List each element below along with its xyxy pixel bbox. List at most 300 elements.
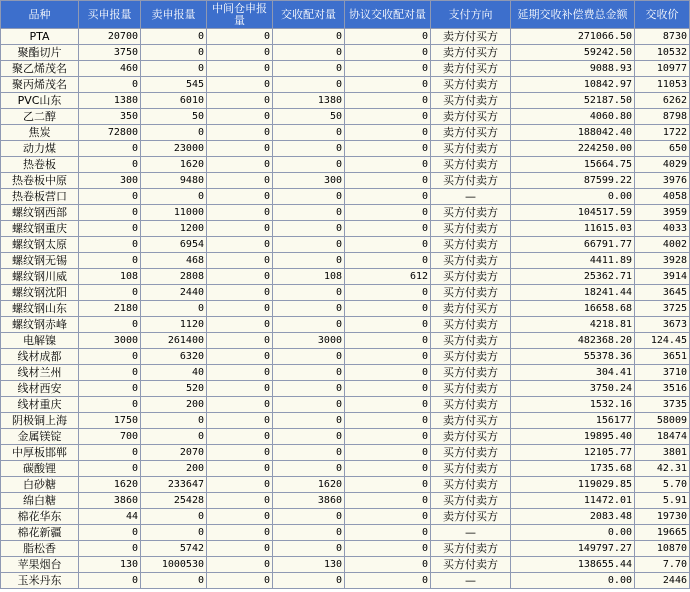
cell-agreement-matched-qty: 0 bbox=[345, 461, 431, 477]
cell-product: 脂松香 bbox=[1, 541, 79, 557]
cell-buy-qty: 0 bbox=[79, 525, 141, 541]
cell-payment-direction: 卖方付买方 bbox=[431, 509, 511, 525]
cell-matched-qty: 0 bbox=[273, 205, 345, 221]
cell-settlement-price: 4029 bbox=[635, 157, 690, 173]
cell-agreement-matched-qty: 0 bbox=[345, 285, 431, 301]
cell-intermediate-qty: 0 bbox=[207, 557, 273, 573]
cell-product: 金属镁锭 bbox=[1, 429, 79, 445]
cell-buy-qty: 0 bbox=[79, 189, 141, 205]
cell-buy-qty: 0 bbox=[79, 365, 141, 381]
cell-agreement-matched-qty: 0 bbox=[345, 173, 431, 189]
table-row bbox=[1, 477, 690, 493]
cell-matched-qty: 3000 bbox=[273, 333, 345, 349]
table-row bbox=[1, 365, 690, 381]
cell-payment-direction: — bbox=[431, 525, 511, 541]
cell-payment-direction: 买方付卖方 bbox=[431, 205, 511, 221]
table-row bbox=[1, 173, 690, 189]
header-agreement-matched-qty: 协议交收配对量 bbox=[345, 1, 431, 29]
cell-sell-qty: 468 bbox=[141, 253, 207, 269]
cell-buy-qty: 0 bbox=[79, 573, 141, 589]
cell-matched-qty: 0 bbox=[273, 189, 345, 205]
cell-sell-qty: 1200 bbox=[141, 221, 207, 237]
cell-payment-direction: 买方付卖方 bbox=[431, 317, 511, 333]
cell-matched-qty: 0 bbox=[273, 573, 345, 589]
cell-settlement-price: 58009 bbox=[635, 413, 690, 429]
cell-buy-qty: 2180 bbox=[79, 301, 141, 317]
cell-agreement-matched-qty: 0 bbox=[345, 125, 431, 141]
cell-buy-qty: 0 bbox=[79, 205, 141, 221]
table-row bbox=[1, 205, 690, 221]
table-row bbox=[1, 317, 690, 333]
cell-payment-direction: 买方付卖方 bbox=[431, 397, 511, 413]
table-row bbox=[1, 445, 690, 461]
cell-payment-direction: 卖方付买方 bbox=[431, 109, 511, 125]
cell-compensation-total: 16658.68 bbox=[511, 301, 635, 317]
cell-product: 线材兰州 bbox=[1, 365, 79, 381]
cell-payment-direction: 买方付卖方 bbox=[431, 157, 511, 173]
cell-intermediate-qty: 0 bbox=[207, 509, 273, 525]
cell-product: 螺纹钢太原 bbox=[1, 237, 79, 253]
table-row bbox=[1, 525, 690, 541]
cell-agreement-matched-qty: 0 bbox=[345, 365, 431, 381]
cell-agreement-matched-qty: 0 bbox=[345, 205, 431, 221]
cell-sell-qty: 6954 bbox=[141, 237, 207, 253]
cell-matched-qty: 0 bbox=[273, 45, 345, 61]
table-row bbox=[1, 429, 690, 445]
cell-sell-qty: 233647 bbox=[141, 477, 207, 493]
cell-payment-direction: 买方付卖方 bbox=[431, 285, 511, 301]
cell-sell-qty: 0 bbox=[141, 29, 207, 45]
cell-matched-qty: 0 bbox=[273, 525, 345, 541]
cell-sell-qty: 0 bbox=[141, 61, 207, 77]
cell-matched-qty: 0 bbox=[273, 429, 345, 445]
cell-buy-qty: 1620 bbox=[79, 477, 141, 493]
table-row bbox=[1, 253, 690, 269]
cell-sell-qty: 0 bbox=[141, 125, 207, 141]
cell-intermediate-qty: 0 bbox=[207, 173, 273, 189]
cell-matched-qty: 108 bbox=[273, 269, 345, 285]
header-compensation-total: 延期交收补偿费总金额 bbox=[511, 1, 635, 29]
table-row bbox=[1, 349, 690, 365]
cell-settlement-price: 124.45 bbox=[635, 333, 690, 349]
cell-product: 聚酯切片 bbox=[1, 45, 79, 61]
table-row bbox=[1, 29, 690, 45]
cell-product: 热卷板中原 bbox=[1, 173, 79, 189]
cell-sell-qty: 9480 bbox=[141, 173, 207, 189]
cell-payment-direction: 买方付卖方 bbox=[431, 493, 511, 509]
cell-matched-qty: 0 bbox=[273, 365, 345, 381]
cell-agreement-matched-qty: 0 bbox=[345, 109, 431, 125]
cell-product: 玉米丹东 bbox=[1, 573, 79, 589]
table-row bbox=[1, 93, 690, 109]
cell-buy-qty: 300 bbox=[79, 173, 141, 189]
table-row bbox=[1, 397, 690, 413]
cell-agreement-matched-qty: 0 bbox=[345, 349, 431, 365]
cell-settlement-price: 3710 bbox=[635, 365, 690, 381]
cell-sell-qty: 2808 bbox=[141, 269, 207, 285]
cell-payment-direction: 买方付卖方 bbox=[431, 333, 511, 349]
cell-compensation-total: 87599.22 bbox=[511, 173, 635, 189]
table-row bbox=[1, 381, 690, 397]
cell-compensation-total: 18241.44 bbox=[511, 285, 635, 301]
cell-matched-qty: 0 bbox=[273, 301, 345, 317]
cell-buy-qty: 0 bbox=[79, 397, 141, 413]
cell-settlement-price: 11053 bbox=[635, 77, 690, 93]
cell-buy-qty: 0 bbox=[79, 349, 141, 365]
cell-compensation-total: 59242.50 bbox=[511, 45, 635, 61]
table-row bbox=[1, 285, 690, 301]
cell-matched-qty: 0 bbox=[273, 461, 345, 477]
cell-buy-qty: 3860 bbox=[79, 493, 141, 509]
cell-agreement-matched-qty: 0 bbox=[345, 381, 431, 397]
cell-buy-qty: 130 bbox=[79, 557, 141, 573]
cell-intermediate-qty: 0 bbox=[207, 253, 273, 269]
cell-matched-qty: 0 bbox=[273, 141, 345, 157]
cell-matched-qty: 0 bbox=[273, 445, 345, 461]
cell-matched-qty: 0 bbox=[273, 413, 345, 429]
cell-agreement-matched-qty: 0 bbox=[345, 509, 431, 525]
cell-payment-direction: 卖方付买方 bbox=[431, 45, 511, 61]
cell-intermediate-qty: 0 bbox=[207, 493, 273, 509]
cell-product: 乙二醇 bbox=[1, 109, 79, 125]
cell-product: 热卷板 bbox=[1, 157, 79, 173]
cell-agreement-matched-qty: 0 bbox=[345, 93, 431, 109]
cell-settlement-price: 2446 bbox=[635, 573, 690, 589]
cell-settlement-price: 8798 bbox=[635, 109, 690, 125]
cell-intermediate-qty: 0 bbox=[207, 413, 273, 429]
cell-product: 绵白糖 bbox=[1, 493, 79, 509]
cell-matched-qty: 0 bbox=[273, 253, 345, 269]
cell-buy-qty: 3000 bbox=[79, 333, 141, 349]
cell-intermediate-qty: 0 bbox=[207, 317, 273, 333]
cell-payment-direction: 买方付卖方 bbox=[431, 381, 511, 397]
cell-buy-qty: 72800 bbox=[79, 125, 141, 141]
table-row bbox=[1, 493, 690, 509]
cell-payment-direction: 卖方付买方 bbox=[431, 301, 511, 317]
cell-settlement-price: 1722 bbox=[635, 125, 690, 141]
cell-compensation-total: 1735.68 bbox=[511, 461, 635, 477]
cell-agreement-matched-qty: 0 bbox=[345, 445, 431, 461]
cell-product: 电解镍 bbox=[1, 333, 79, 349]
table-row bbox=[1, 221, 690, 237]
cell-product: 热卷板营口 bbox=[1, 189, 79, 205]
cell-compensation-total: 4060.80 bbox=[511, 109, 635, 125]
cell-compensation-total: 11615.03 bbox=[511, 221, 635, 237]
cell-agreement-matched-qty: 0 bbox=[345, 333, 431, 349]
cell-buy-qty: 700 bbox=[79, 429, 141, 445]
cell-matched-qty: 1620 bbox=[273, 477, 345, 493]
cell-payment-direction: 卖方付买方 bbox=[431, 413, 511, 429]
cell-product: 苹果烟台 bbox=[1, 557, 79, 573]
cell-matched-qty: 0 bbox=[273, 397, 345, 413]
cell-buy-qty: 0 bbox=[79, 541, 141, 557]
cell-intermediate-qty: 0 bbox=[207, 301, 273, 317]
header-payment-direction: 支付方向 bbox=[431, 1, 511, 29]
cell-product: 螺纹钢重庆 bbox=[1, 221, 79, 237]
cell-product: 动力煤 bbox=[1, 141, 79, 157]
cell-buy-qty: 0 bbox=[79, 77, 141, 93]
cell-intermediate-qty: 0 bbox=[207, 77, 273, 93]
cell-sell-qty: 50 bbox=[141, 109, 207, 125]
cell-matched-qty: 0 bbox=[273, 61, 345, 77]
cell-settlement-price: 3516 bbox=[635, 381, 690, 397]
cell-buy-qty: 0 bbox=[79, 381, 141, 397]
cell-agreement-matched-qty: 0 bbox=[345, 413, 431, 429]
cell-settlement-price: 5.70 bbox=[635, 477, 690, 493]
cell-matched-qty: 0 bbox=[273, 509, 345, 525]
cell-buy-qty: 0 bbox=[79, 317, 141, 333]
cell-matched-qty: 50 bbox=[273, 109, 345, 125]
cell-intermediate-qty: 0 bbox=[207, 397, 273, 413]
cell-payment-direction: 卖方付买方 bbox=[431, 125, 511, 141]
header-settlement-price: 交收价 bbox=[635, 1, 690, 29]
cell-product: 线材重庆 bbox=[1, 397, 79, 413]
cell-intermediate-qty: 0 bbox=[207, 29, 273, 45]
cell-settlement-price: 4058 bbox=[635, 189, 690, 205]
cell-settlement-price: 10870 bbox=[635, 541, 690, 557]
cell-settlement-price: 3645 bbox=[635, 285, 690, 301]
cell-agreement-matched-qty: 0 bbox=[345, 397, 431, 413]
table-body bbox=[1, 29, 690, 589]
cell-agreement-matched-qty: 0 bbox=[345, 429, 431, 445]
cell-payment-direction: 买方付卖方 bbox=[431, 541, 511, 557]
cell-settlement-price: 10977 bbox=[635, 61, 690, 77]
cell-compensation-total: 482368.20 bbox=[511, 333, 635, 349]
cell-settlement-price: 18474 bbox=[635, 429, 690, 445]
cell-intermediate-qty: 0 bbox=[207, 445, 273, 461]
cell-compensation-total: 138655.44 bbox=[511, 557, 635, 573]
cell-product: 中厚板邯郸 bbox=[1, 445, 79, 461]
table-row bbox=[1, 269, 690, 285]
cell-settlement-price: 3651 bbox=[635, 349, 690, 365]
header-product: 品种 bbox=[1, 1, 79, 29]
cell-agreement-matched-qty: 0 bbox=[345, 221, 431, 237]
cell-buy-qty: 350 bbox=[79, 109, 141, 125]
cell-payment-direction: — bbox=[431, 189, 511, 205]
cell-settlement-price: 4002 bbox=[635, 237, 690, 253]
cell-agreement-matched-qty: 0 bbox=[345, 477, 431, 493]
cell-product: 白砂糖 bbox=[1, 477, 79, 493]
cell-payment-direction: 买方付卖方 bbox=[431, 141, 511, 157]
cell-intermediate-qty: 0 bbox=[207, 429, 273, 445]
cell-payment-direction: 买方付卖方 bbox=[431, 93, 511, 109]
cell-buy-qty: 20700 bbox=[79, 29, 141, 45]
table-row bbox=[1, 109, 690, 125]
cell-agreement-matched-qty: 0 bbox=[345, 61, 431, 77]
cell-matched-qty: 130 bbox=[273, 557, 345, 573]
cell-matched-qty: 0 bbox=[273, 381, 345, 397]
cell-intermediate-qty: 0 bbox=[207, 109, 273, 125]
cell-intermediate-qty: 0 bbox=[207, 157, 273, 173]
cell-sell-qty: 0 bbox=[141, 509, 207, 525]
cell-payment-direction: 买方付卖方 bbox=[431, 365, 511, 381]
cell-intermediate-qty: 0 bbox=[207, 477, 273, 493]
cell-sell-qty: 1120 bbox=[141, 317, 207, 333]
cell-payment-direction: — bbox=[431, 573, 511, 589]
cell-compensation-total: 0.00 bbox=[511, 525, 635, 541]
cell-matched-qty: 0 bbox=[273, 317, 345, 333]
cell-compensation-total: 0.00 bbox=[511, 573, 635, 589]
cell-compensation-total: 55378.36 bbox=[511, 349, 635, 365]
cell-intermediate-qty: 0 bbox=[207, 189, 273, 205]
cell-matched-qty: 0 bbox=[273, 77, 345, 93]
cell-product: 焦炭 bbox=[1, 125, 79, 141]
cell-settlement-price: 7.70 bbox=[635, 557, 690, 573]
cell-settlement-price: 3725 bbox=[635, 301, 690, 317]
cell-compensation-total: 156177 bbox=[511, 413, 635, 429]
cell-buy-qty: 0 bbox=[79, 141, 141, 157]
cell-product: 阴极铜上海 bbox=[1, 413, 79, 429]
cell-buy-qty: 460 bbox=[79, 61, 141, 77]
table-row bbox=[1, 573, 690, 589]
cell-sell-qty: 0 bbox=[141, 573, 207, 589]
cell-compensation-total: 25362.71 bbox=[511, 269, 635, 285]
cell-intermediate-qty: 0 bbox=[207, 333, 273, 349]
cell-agreement-matched-qty: 0 bbox=[345, 45, 431, 61]
cell-product: 螺纹钢无锡 bbox=[1, 253, 79, 269]
cell-matched-qty: 0 bbox=[273, 237, 345, 253]
cell-settlement-price: 42.31 bbox=[635, 461, 690, 477]
table-row bbox=[1, 237, 690, 253]
cell-payment-direction: 卖方付买方 bbox=[431, 429, 511, 445]
cell-settlement-price: 5.91 bbox=[635, 493, 690, 509]
cell-sell-qty: 0 bbox=[141, 525, 207, 541]
cell-compensation-total: 4218.81 bbox=[511, 317, 635, 333]
cell-buy-qty: 0 bbox=[79, 237, 141, 253]
table-row bbox=[1, 189, 690, 205]
cell-settlement-price: 6262 bbox=[635, 93, 690, 109]
cell-matched-qty: 0 bbox=[273, 349, 345, 365]
cell-buy-qty: 0 bbox=[79, 285, 141, 301]
cell-agreement-matched-qty: 0 bbox=[345, 493, 431, 509]
cell-product: 螺纹钢川威 bbox=[1, 269, 79, 285]
cell-sell-qty: 6320 bbox=[141, 349, 207, 365]
header-row bbox=[1, 1, 690, 29]
cell-payment-direction: 买方付卖方 bbox=[431, 237, 511, 253]
cell-buy-qty: 0 bbox=[79, 157, 141, 173]
cell-payment-direction: 买方付卖方 bbox=[431, 477, 511, 493]
cell-agreement-matched-qty: 0 bbox=[345, 237, 431, 253]
cell-sell-qty: 0 bbox=[141, 413, 207, 429]
table-row bbox=[1, 461, 690, 477]
cell-settlement-price: 3801 bbox=[635, 445, 690, 461]
cell-agreement-matched-qty: 0 bbox=[345, 541, 431, 557]
cell-sell-qty: 40 bbox=[141, 365, 207, 381]
cell-sell-qty: 0 bbox=[141, 301, 207, 317]
cell-matched-qty: 300 bbox=[273, 173, 345, 189]
cell-buy-qty: 3750 bbox=[79, 45, 141, 61]
cell-matched-qty: 0 bbox=[273, 157, 345, 173]
cell-settlement-price: 3976 bbox=[635, 173, 690, 189]
cell-product: 聚丙烯茂名 bbox=[1, 77, 79, 93]
cell-agreement-matched-qty: 0 bbox=[345, 573, 431, 589]
cell-payment-direction: 卖方付买方 bbox=[431, 61, 511, 77]
table-row bbox=[1, 413, 690, 429]
cell-compensation-total: 0.00 bbox=[511, 189, 635, 205]
cell-compensation-total: 271066.50 bbox=[511, 29, 635, 45]
cell-buy-qty: 0 bbox=[79, 221, 141, 237]
table-row bbox=[1, 157, 690, 173]
cell-intermediate-qty: 0 bbox=[207, 125, 273, 141]
cell-sell-qty: 1000530 bbox=[141, 557, 207, 573]
cell-product: 棉花新疆 bbox=[1, 525, 79, 541]
cell-product: 螺纹钢赤峰 bbox=[1, 317, 79, 333]
cell-matched-qty: 0 bbox=[273, 541, 345, 557]
cell-product: 聚乙烯茂名 bbox=[1, 61, 79, 77]
table-row bbox=[1, 77, 690, 93]
cell-buy-qty: 1380 bbox=[79, 93, 141, 109]
cell-sell-qty: 520 bbox=[141, 381, 207, 397]
cell-matched-qty: 0 bbox=[273, 221, 345, 237]
cell-intermediate-qty: 0 bbox=[207, 61, 273, 77]
cell-agreement-matched-qty: 0 bbox=[345, 253, 431, 269]
cell-matched-qty: 0 bbox=[273, 285, 345, 301]
cell-payment-direction: 买方付卖方 bbox=[431, 557, 511, 573]
cell-agreement-matched-qty: 0 bbox=[345, 29, 431, 45]
cell-sell-qty: 5742 bbox=[141, 541, 207, 557]
cell-compensation-total: 12105.77 bbox=[511, 445, 635, 461]
cell-intermediate-qty: 0 bbox=[207, 365, 273, 381]
cell-agreement-matched-qty: 0 bbox=[345, 557, 431, 573]
cell-compensation-total: 304.41 bbox=[511, 365, 635, 381]
cell-sell-qty: 2440 bbox=[141, 285, 207, 301]
cell-compensation-total: 3750.24 bbox=[511, 381, 635, 397]
cell-compensation-total: 19895.40 bbox=[511, 429, 635, 445]
cell-buy-qty: 0 bbox=[79, 253, 141, 269]
cell-matched-qty: 3860 bbox=[273, 493, 345, 509]
cell-compensation-total: 15664.75 bbox=[511, 157, 635, 173]
cell-compensation-total: 2083.48 bbox=[511, 509, 635, 525]
cell-payment-direction: 买方付卖方 bbox=[431, 173, 511, 189]
cell-agreement-matched-qty: 0 bbox=[345, 317, 431, 333]
cell-intermediate-qty: 0 bbox=[207, 237, 273, 253]
cell-compensation-total: 224250.00 bbox=[511, 141, 635, 157]
cell-compensation-total: 52187.50 bbox=[511, 93, 635, 109]
cell-intermediate-qty: 0 bbox=[207, 541, 273, 557]
cell-compensation-total: 104517.59 bbox=[511, 205, 635, 221]
cell-sell-qty: 0 bbox=[141, 45, 207, 61]
cell-agreement-matched-qty: 0 bbox=[345, 157, 431, 173]
cell-product: 螺纹钢沈阳 bbox=[1, 285, 79, 301]
cell-payment-direction: 买方付卖方 bbox=[431, 445, 511, 461]
cell-sell-qty: 200 bbox=[141, 461, 207, 477]
cell-settlement-price: 10532 bbox=[635, 45, 690, 61]
cell-sell-qty: 11000 bbox=[141, 205, 207, 221]
cell-compensation-total: 1532.16 bbox=[511, 397, 635, 413]
cell-payment-direction: 买方付卖方 bbox=[431, 77, 511, 93]
cell-product: 线材成都 bbox=[1, 349, 79, 365]
cell-buy-qty: 108 bbox=[79, 269, 141, 285]
cell-product: PVC山东 bbox=[1, 93, 79, 109]
header-intermediate-qty: 中间仓申报量 bbox=[207, 1, 273, 29]
cell-product: 线材西安 bbox=[1, 381, 79, 397]
cell-intermediate-qty: 0 bbox=[207, 141, 273, 157]
table-row bbox=[1, 557, 690, 573]
cell-intermediate-qty: 0 bbox=[207, 285, 273, 301]
table-row bbox=[1, 509, 690, 525]
cell-intermediate-qty: 0 bbox=[207, 221, 273, 237]
cell-sell-qty: 0 bbox=[141, 189, 207, 205]
cell-settlement-price: 3959 bbox=[635, 205, 690, 221]
cell-agreement-matched-qty: 0 bbox=[345, 301, 431, 317]
cell-intermediate-qty: 0 bbox=[207, 349, 273, 365]
cell-product: 螺纹钢山东 bbox=[1, 301, 79, 317]
cell-matched-qty: 1380 bbox=[273, 93, 345, 109]
cell-settlement-price: 19665 bbox=[635, 525, 690, 541]
cell-product: 棉花华东 bbox=[1, 509, 79, 525]
table-row bbox=[1, 141, 690, 157]
table-row bbox=[1, 61, 690, 77]
